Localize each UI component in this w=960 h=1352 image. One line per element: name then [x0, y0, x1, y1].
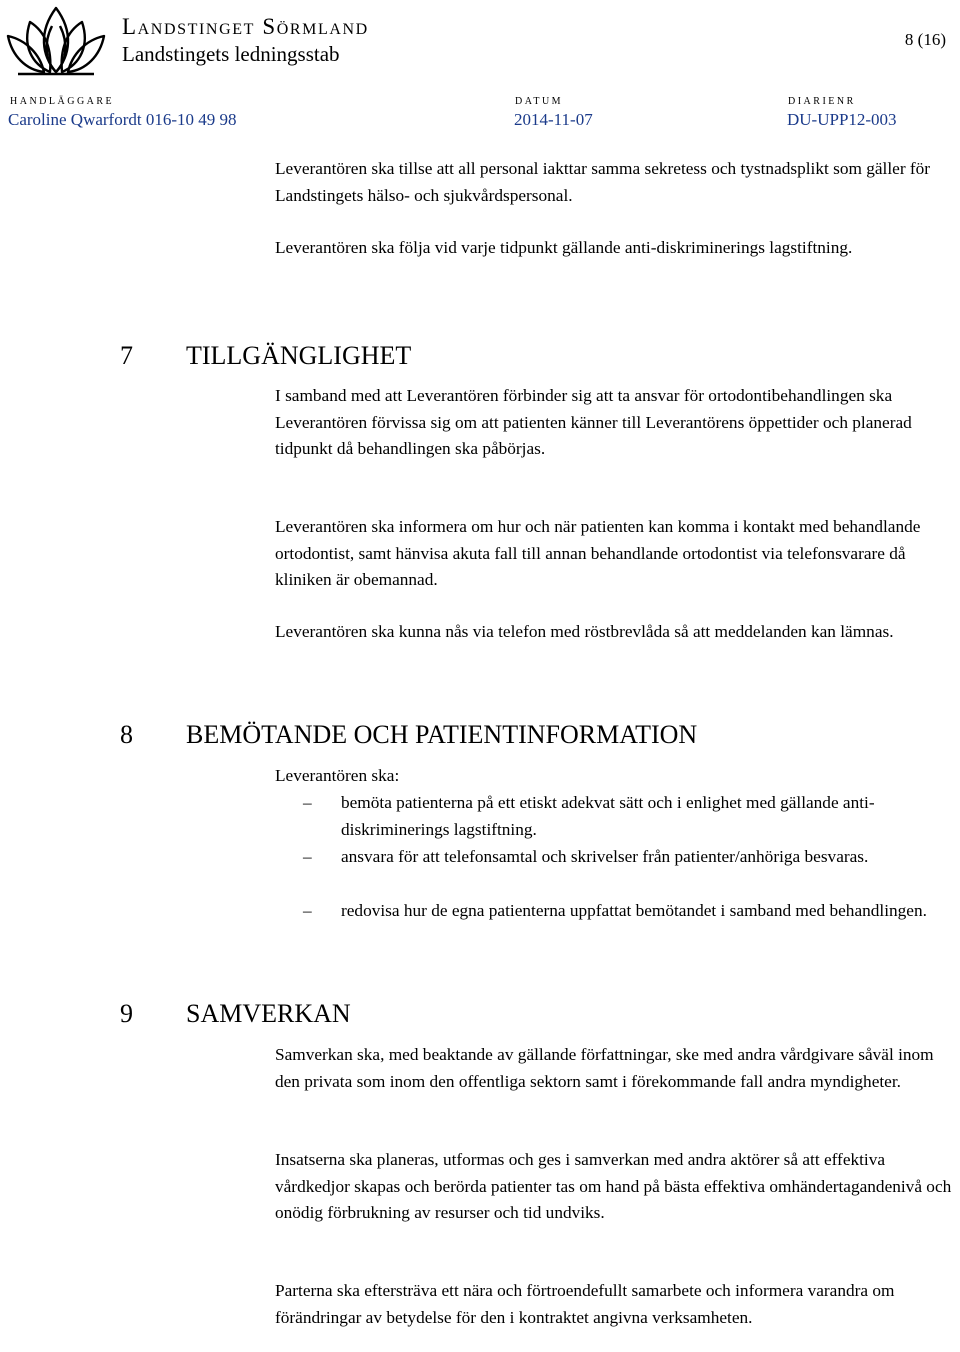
- section-7-paragraph-3: Leverantören ska kunna nås via telefon med röstbrevlåda så att meddelanden kan lämnas.: [275, 622, 894, 641]
- section-7-title: TILLGÄNGLIGHET: [186, 341, 412, 370]
- section-7-paragraph-1: I samband med att Leverantören förbinder sig att ta ansvar för ortodontibehandlingen ska Leverantören förvissa sig om att patienten känner till Leverantörens öppettider och planerad tidpunkt då behandlingen ska påbörjas.: [275, 386, 912, 458]
- list-item: redovisa hur de egna patienterna uppfattat bemötandet i samband med behandlingen.: [341, 901, 927, 920]
- handlaggare-label: HANDLÄGGARE: [10, 96, 115, 107]
- section-9-title: SAMVERKAN: [186, 999, 351, 1028]
- list-item: ansvara för att telefonsamtal och skrivelser från patienter/anhöriga besvaras.: [341, 847, 869, 866]
- organization-name: Landstinget Sörmland: [122, 14, 369, 39]
- section-9-paragraph-3: Parterna ska eftersträva ett nära och förtroendefullt samarbete och informera varandra om förändringar av betydelse för den i kontraktet angivna verksamheten.: [275, 1281, 895, 1327]
- section-9-number: 9: [120, 999, 133, 1028]
- tulip-logo-icon: [2, 2, 110, 80]
- section-9-paragraph-2: Insatserna ska planeras, utformas och ges i samverkan med andra aktörer så att effektiva vårdkedjor skapas och berörda patienter tas om hand på bästa effektiva omhändertagandenivå och onödig förbrukning av resurser och tid undviks.: [275, 1150, 952, 1222]
- section-8-number: 8: [120, 720, 133, 749]
- organization-unit: Landstingets ledningsstab: [122, 42, 340, 66]
- handlaggare-value: Caroline Qwarfordt 016-10 49 98: [8, 110, 237, 129]
- section-7-paragraph-2: Leverantören ska informera om hur och när patienten kan komma i kontakt med behandlande ortodontist, samt hänvisa akuta fall till annan behandlande ortodontist via telefonsvarare då kliniken är obemannad.: [275, 517, 921, 589]
- diarienr-value: DU-UPP12-003: [787, 110, 897, 129]
- page-number: 8 (16): [904, 30, 946, 49]
- intro-paragraph-1: Leverantören ska tillse att all personal iakttar samma sekretess och tystnadsplikt som gäller för Landstingets hälso- och sjukvårdspersonal.: [275, 159, 931, 205]
- diarienr-label: DIARIENR: [788, 96, 856, 107]
- landstinget-logo: [2, 2, 110, 80]
- section-9-paragraph-1: Samverkan ska, med beaktande av gällande författningar, ske med andra vårdgivare såväl inom den privata som inom den offentliga sektorn samt i förekommande fall andra myndigheter.: [275, 1045, 934, 1091]
- list-item: bemöta patienterna på ett etiskt adekvat sätt och i enlighet med gällande anti-diskriminerings lagstiftning.: [341, 793, 875, 839]
- list-dash-icon: –: [303, 847, 312, 866]
- section-8-title: BEMÖTANDE OCH PATIENTINFORMATION: [186, 720, 698, 749]
- intro-paragraph-2: Leverantören ska följa vid varje tidpunkt gällande anti-diskriminerings lagstiftning.: [275, 238, 853, 257]
- section-7-number: 7: [120, 341, 133, 370]
- list-dash-icon: –: [303, 793, 312, 812]
- datum-label: DATUM: [515, 96, 564, 107]
- datum-value: 2014-11-07: [514, 110, 593, 129]
- list-dash-icon: –: [303, 901, 312, 920]
- section-8-intro: Leverantören ska:: [275, 766, 400, 785]
